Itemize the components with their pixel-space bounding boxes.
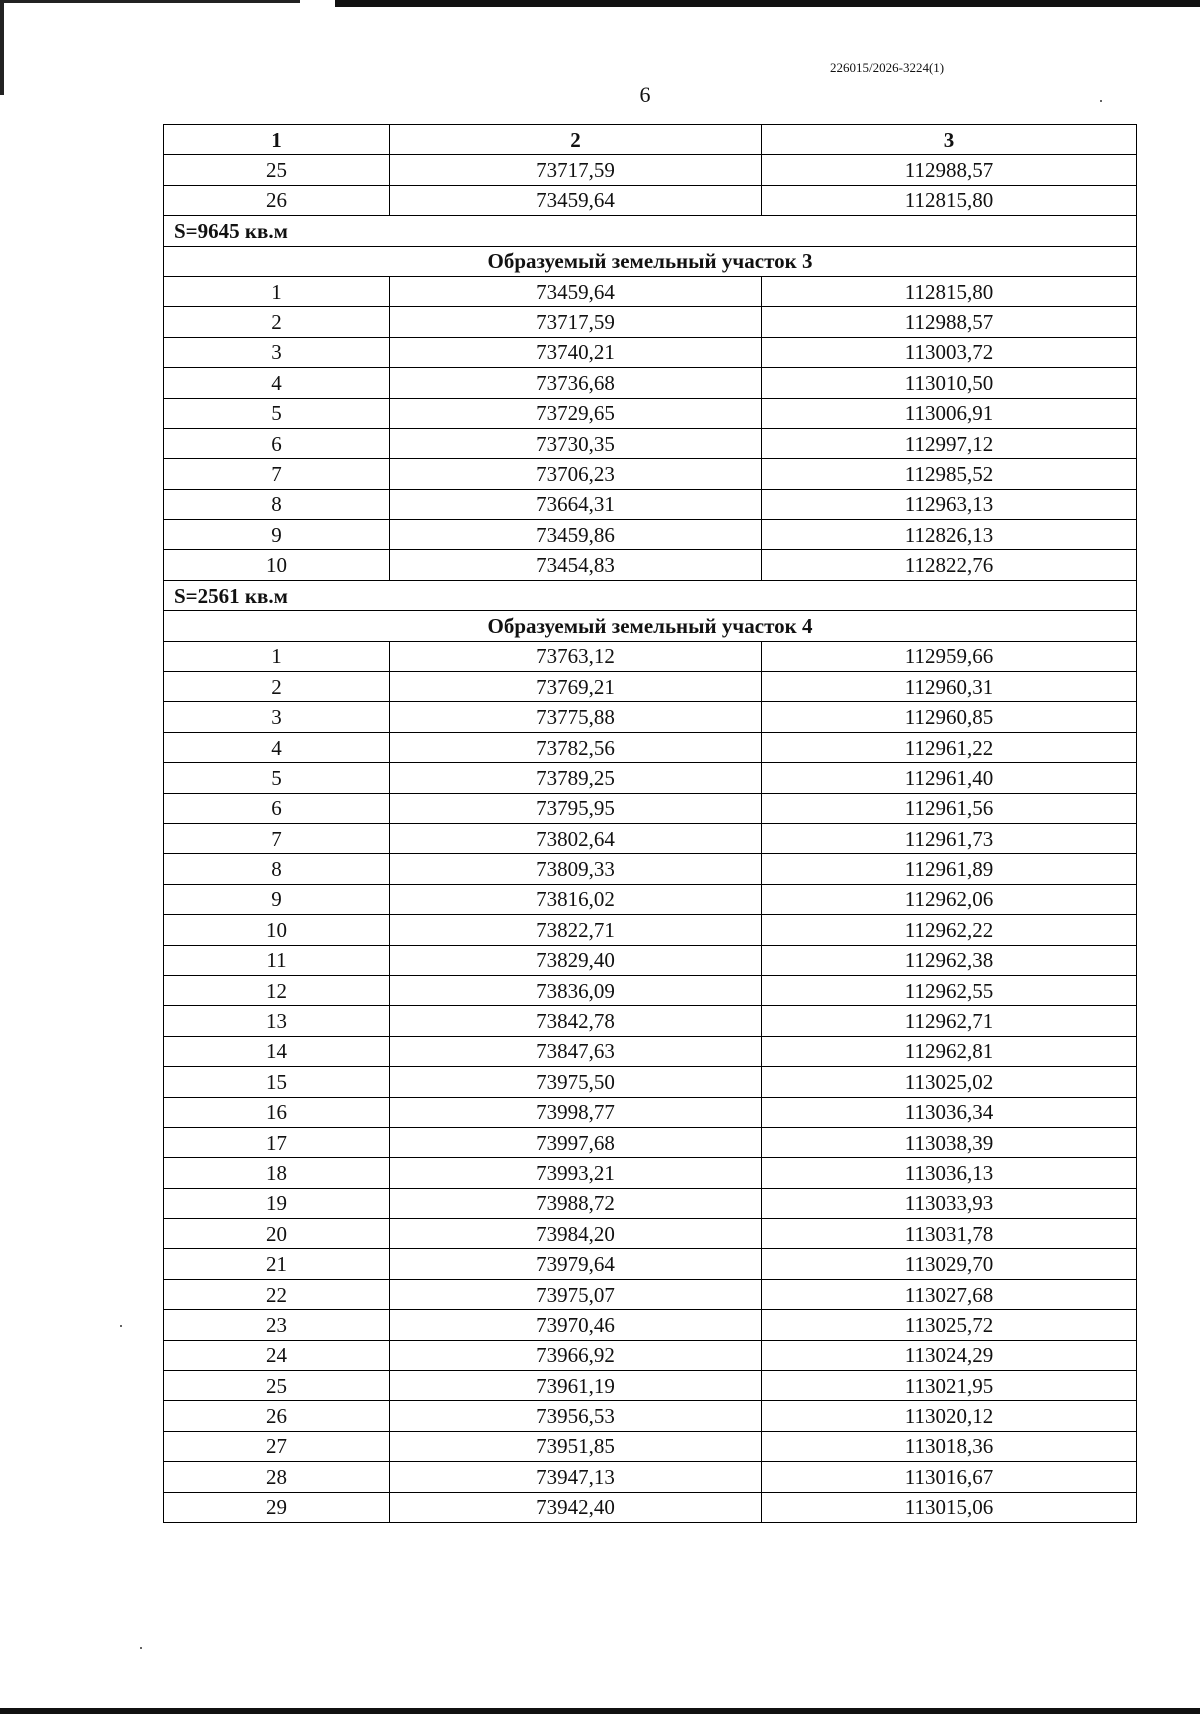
x-coordinate-cell: 73842,78	[390, 1006, 762, 1036]
y-coordinate-cell: 112960,31	[762, 672, 1137, 702]
table-row	[164, 1158, 1137, 1188]
table-row	[164, 1036, 1137, 1066]
x-coordinate-cell: 73736,68	[390, 368, 762, 398]
y-coordinate-cell: 113021,95	[762, 1371, 1137, 1401]
y-coordinate-cell: 112997,12	[762, 428, 1137, 458]
x-coordinate-cell: 73664,31	[390, 489, 762, 519]
point-number-cell: 9	[164, 884, 390, 914]
point-number-cell: 19	[164, 1188, 390, 1218]
point-number-cell: 24	[164, 1340, 390, 1370]
y-coordinate-cell: 113018,36	[762, 1431, 1137, 1461]
table-row	[164, 1431, 1137, 1461]
column-header: 1	[164, 125, 390, 155]
x-coordinate-cell: 73984,20	[390, 1219, 762, 1249]
point-number-cell: 8	[164, 854, 390, 884]
table-row	[164, 1401, 1137, 1431]
x-coordinate-cell: 73782,56	[390, 732, 762, 762]
table-row	[164, 884, 1137, 914]
table-row	[164, 337, 1137, 367]
x-coordinate-cell: 73459,64	[390, 185, 762, 215]
point-number-cell: 9	[164, 520, 390, 550]
scan-edge-top-left	[0, 0, 300, 3]
table-row	[164, 702, 1137, 732]
y-coordinate-cell: 113024,29	[762, 1340, 1137, 1370]
x-coordinate-cell: 73942,40	[390, 1492, 762, 1522]
x-coordinate-cell: 73998,77	[390, 1097, 762, 1127]
x-coordinate-cell: 73951,85	[390, 1431, 762, 1461]
table-row	[164, 1279, 1137, 1309]
y-coordinate-cell: 113006,91	[762, 398, 1137, 428]
y-coordinate-cell: 112963,13	[762, 489, 1137, 519]
x-coordinate-cell: 73970,46	[390, 1310, 762, 1340]
point-number-cell: 1	[164, 276, 390, 306]
y-coordinate-cell: 112988,57	[762, 155, 1137, 185]
x-coordinate-cell: 73717,59	[390, 307, 762, 337]
parcel-title-row	[164, 611, 1137, 641]
x-coordinate-cell: 73975,07	[390, 1279, 762, 1309]
parcel-title: Образуемый земельный участок 3	[164, 246, 1137, 276]
parcel-area-label: S=2561 кв.м	[164, 580, 1137, 610]
parcel-title: Образуемый земельный участок 4	[164, 611, 1137, 641]
table-row	[164, 672, 1137, 702]
point-number-cell: 14	[164, 1036, 390, 1066]
y-coordinate-cell: 113015,06	[762, 1492, 1137, 1522]
point-number-cell: 22	[164, 1279, 390, 1309]
column-header: 2	[390, 125, 762, 155]
x-coordinate-cell: 73789,25	[390, 763, 762, 793]
x-coordinate-cell: 73829,40	[390, 945, 762, 975]
x-coordinate-cell: 73816,02	[390, 884, 762, 914]
table-row	[164, 185, 1137, 215]
table-row	[164, 1188, 1137, 1218]
y-coordinate-cell: 113038,39	[762, 1127, 1137, 1157]
table-row	[164, 155, 1137, 185]
table-header-row	[164, 125, 1137, 155]
x-coordinate-cell: 73966,92	[390, 1340, 762, 1370]
y-coordinate-cell: 113025,72	[762, 1310, 1137, 1340]
table-row	[164, 915, 1137, 945]
table-row	[164, 276, 1137, 306]
point-number-cell: 25	[164, 155, 390, 185]
table-row	[164, 1127, 1137, 1157]
table-row	[164, 398, 1137, 428]
y-coordinate-cell: 112961,56	[762, 793, 1137, 823]
scan-edge-left	[0, 0, 4, 95]
table-row	[164, 459, 1137, 489]
x-coordinate-cell: 73729,65	[390, 398, 762, 428]
point-number-cell: 3	[164, 702, 390, 732]
table-row	[164, 1097, 1137, 1127]
point-number-cell: 6	[164, 793, 390, 823]
y-coordinate-cell: 113020,12	[762, 1401, 1137, 1431]
area-row	[164, 216, 1137, 246]
point-number-cell: 27	[164, 1431, 390, 1461]
point-number-cell: 5	[164, 398, 390, 428]
table-row	[164, 550, 1137, 580]
table-row	[164, 1340, 1137, 1370]
x-coordinate-cell: 73454,83	[390, 550, 762, 580]
table-row	[164, 793, 1137, 823]
y-coordinate-cell: 112962,06	[762, 884, 1137, 914]
table-row	[164, 823, 1137, 853]
x-coordinate-cell: 73769,21	[390, 672, 762, 702]
point-number-cell: 11	[164, 945, 390, 975]
point-number-cell: 10	[164, 915, 390, 945]
coordinates-table	[163, 124, 1137, 1523]
point-number-cell: 12	[164, 975, 390, 1005]
scan-edge-bottom	[0, 1708, 1200, 1714]
table-row	[164, 1462, 1137, 1492]
point-number-cell: 6	[164, 428, 390, 458]
x-coordinate-cell: 73706,23	[390, 459, 762, 489]
point-number-cell: 29	[164, 1492, 390, 1522]
table-row	[164, 763, 1137, 793]
document-id: 226015/2026-3224(1)	[830, 60, 945, 75]
column-header: 3	[762, 125, 1137, 155]
table-row	[164, 1219, 1137, 1249]
y-coordinate-cell: 113029,70	[762, 1249, 1137, 1279]
y-coordinate-cell: 113003,72	[762, 337, 1137, 367]
point-number-cell: 7	[164, 823, 390, 853]
y-coordinate-cell: 113025,02	[762, 1067, 1137, 1097]
point-number-cell: 25	[164, 1371, 390, 1401]
point-number-cell: 1	[164, 641, 390, 671]
point-number-cell: 13	[164, 1006, 390, 1036]
scan-edge-top-right	[335, 0, 1200, 7]
y-coordinate-cell: 113010,50	[762, 368, 1137, 398]
table-row	[164, 945, 1137, 975]
x-coordinate-cell: 73979,64	[390, 1249, 762, 1279]
table-row	[164, 732, 1137, 762]
table-row	[164, 1249, 1137, 1279]
table-row	[164, 1006, 1137, 1036]
parcel-title-row	[164, 246, 1137, 276]
y-coordinate-cell: 112962,22	[762, 915, 1137, 945]
x-coordinate-cell: 73717,59	[390, 155, 762, 185]
point-number-cell: 18	[164, 1158, 390, 1188]
y-coordinate-cell: 112822,76	[762, 550, 1137, 580]
x-coordinate-cell: 73740,21	[390, 337, 762, 367]
point-number-cell: 26	[164, 185, 390, 215]
table-row	[164, 489, 1137, 519]
area-row	[164, 580, 1137, 610]
point-number-cell: 21	[164, 1249, 390, 1279]
x-coordinate-cell: 73993,21	[390, 1158, 762, 1188]
y-coordinate-cell: 113027,68	[762, 1279, 1137, 1309]
point-number-cell: 16	[164, 1097, 390, 1127]
point-number-cell: 15	[164, 1067, 390, 1097]
y-coordinate-cell: 113036,13	[762, 1158, 1137, 1188]
y-coordinate-cell: 113016,67	[762, 1462, 1137, 1492]
y-coordinate-cell: 112962,81	[762, 1036, 1137, 1066]
y-coordinate-cell: 112985,52	[762, 459, 1137, 489]
y-coordinate-cell: 112959,66	[762, 641, 1137, 671]
x-coordinate-cell: 73459,64	[390, 276, 762, 306]
y-coordinate-cell: 112962,38	[762, 945, 1137, 975]
y-coordinate-cell: 112826,13	[762, 520, 1137, 550]
y-coordinate-cell: 113033,93	[762, 1188, 1137, 1218]
point-number-cell: 2	[164, 307, 390, 337]
y-coordinate-cell: 112962,71	[762, 1006, 1137, 1036]
point-number-cell: 26	[164, 1401, 390, 1431]
x-coordinate-cell: 73822,71	[390, 915, 762, 945]
y-coordinate-cell: 113031,78	[762, 1219, 1137, 1249]
point-number-cell: 4	[164, 368, 390, 398]
y-coordinate-cell: 112961,89	[762, 854, 1137, 884]
table-row	[164, 368, 1137, 398]
y-coordinate-cell: 112961,73	[762, 823, 1137, 853]
y-coordinate-cell: 112988,57	[762, 307, 1137, 337]
table-row	[164, 1067, 1137, 1097]
y-coordinate-cell: 112962,55	[762, 975, 1137, 1005]
point-number-cell: 4	[164, 732, 390, 762]
point-number-cell: 5	[164, 763, 390, 793]
table-row	[164, 428, 1137, 458]
point-number-cell: 3	[164, 337, 390, 367]
page-number: 6	[639, 82, 651, 107]
table-row	[164, 641, 1137, 671]
x-coordinate-cell: 73961,19	[390, 1371, 762, 1401]
x-coordinate-cell: 73997,68	[390, 1127, 762, 1157]
table-row	[164, 307, 1137, 337]
parcel-area-label: S=9645 кв.м	[164, 216, 1137, 246]
y-coordinate-cell: 112961,40	[762, 763, 1137, 793]
table-row	[164, 1310, 1137, 1340]
table-row	[164, 1371, 1137, 1401]
scan-speck	[140, 1647, 142, 1649]
x-coordinate-cell: 73775,88	[390, 702, 762, 732]
x-coordinate-cell: 73809,33	[390, 854, 762, 884]
x-coordinate-cell: 73802,64	[390, 823, 762, 853]
x-coordinate-cell: 73795,95	[390, 793, 762, 823]
point-number-cell: 28	[164, 1462, 390, 1492]
y-coordinate-cell: 112815,80	[762, 185, 1137, 215]
x-coordinate-cell: 73956,53	[390, 1401, 762, 1431]
coordinates-table-body	[164, 125, 1137, 1523]
point-number-cell: 20	[164, 1219, 390, 1249]
y-coordinate-cell: 112815,80	[762, 276, 1137, 306]
x-coordinate-cell: 73947,13	[390, 1462, 762, 1492]
y-coordinate-cell: 112960,85	[762, 702, 1137, 732]
table-row	[164, 975, 1137, 1005]
point-number-cell: 7	[164, 459, 390, 489]
x-coordinate-cell: 73730,35	[390, 428, 762, 458]
table-row	[164, 854, 1137, 884]
x-coordinate-cell: 73836,09	[390, 975, 762, 1005]
x-coordinate-cell: 73847,63	[390, 1036, 762, 1066]
x-coordinate-cell: 73988,72	[390, 1188, 762, 1218]
scan-speck	[120, 1325, 122, 1327]
point-number-cell: 2	[164, 672, 390, 702]
y-coordinate-cell: 112961,22	[762, 732, 1137, 762]
point-number-cell: 17	[164, 1127, 390, 1157]
x-coordinate-cell: 73763,12	[390, 641, 762, 671]
x-coordinate-cell: 73459,86	[390, 520, 762, 550]
point-number-cell: 10	[164, 550, 390, 580]
y-coordinate-cell: 113036,34	[762, 1097, 1137, 1127]
point-number-cell: 8	[164, 489, 390, 519]
table-row	[164, 520, 1137, 550]
point-number-cell: 23	[164, 1310, 390, 1340]
table-row	[164, 1492, 1137, 1522]
x-coordinate-cell: 73975,50	[390, 1067, 762, 1097]
